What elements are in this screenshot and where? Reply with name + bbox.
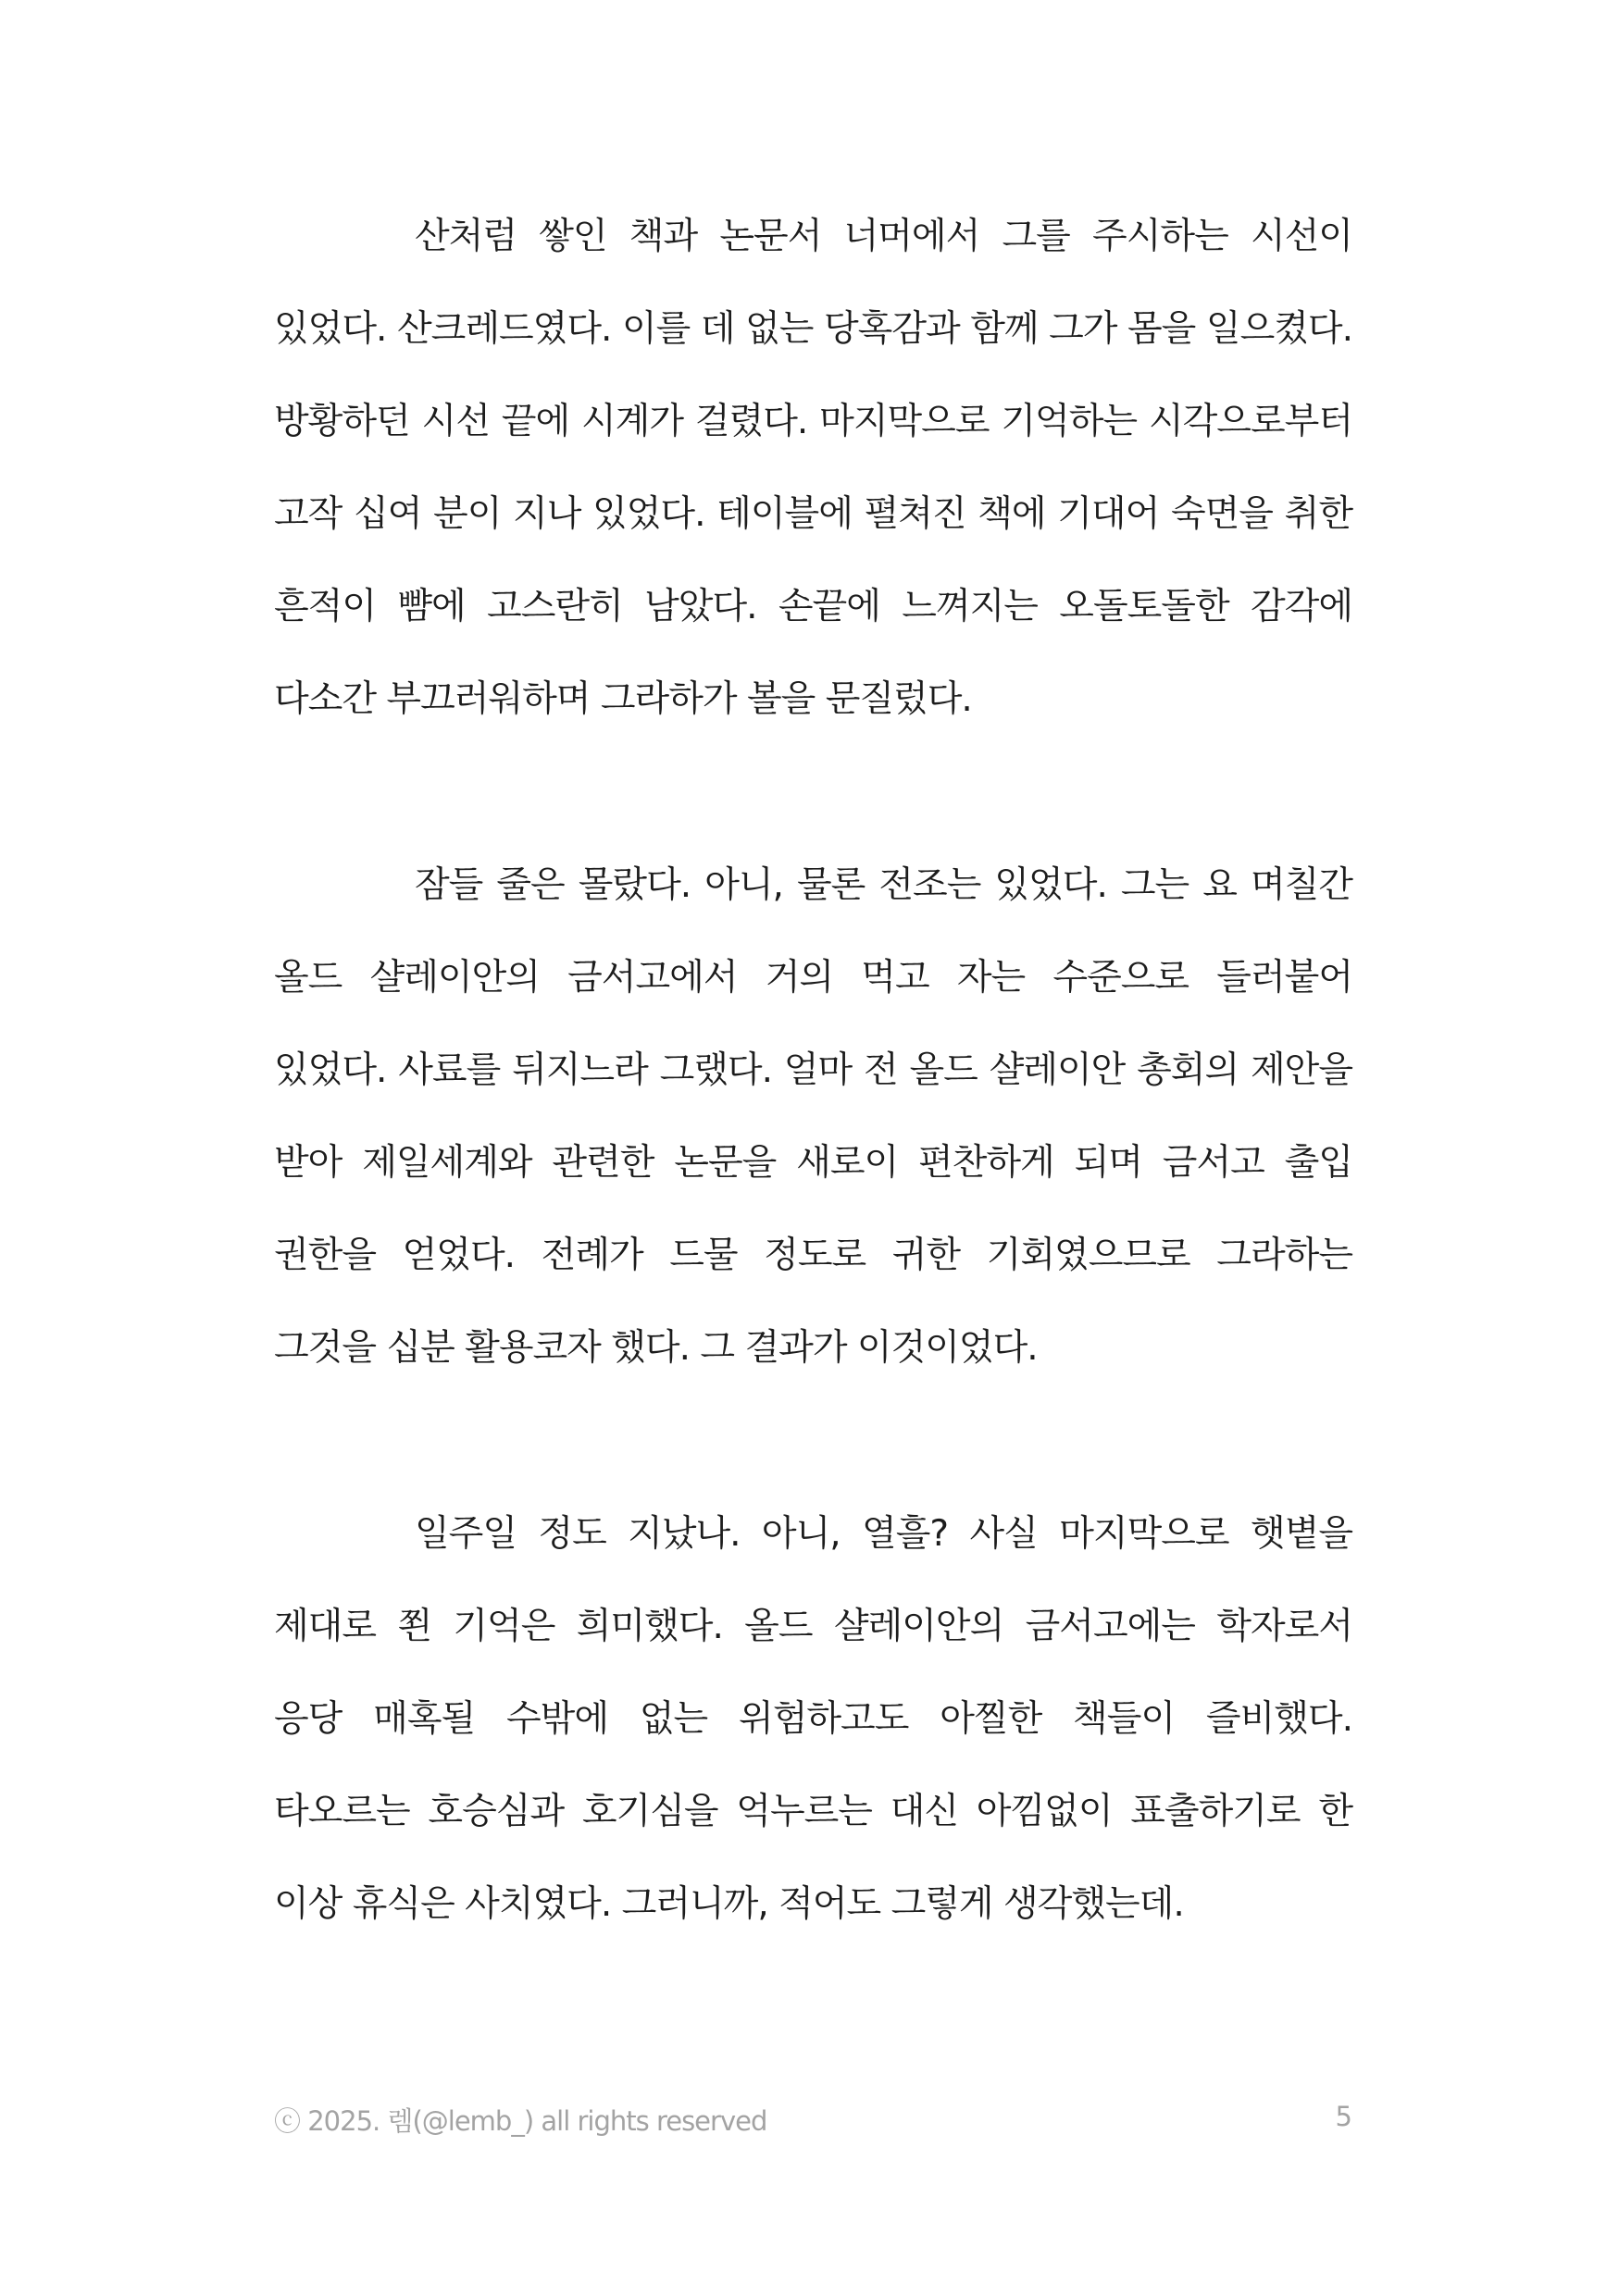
footer-copyright: ⓒ 2025. 렘(@lemb_) all rights reserved: [274, 2105, 767, 2137]
paragraph-2: 잠들 줄은 몰랐다. 아니, 물론 전조는 있었다. 그는 요 며칠간 올드 샬레이안의 금서고에서 거의 먹고 자는 수준으로 들러붙어 있었다. 사료를 뒤지느라 그랬다. 얼마 전 올드 샬레이안 총회의 제안을 받아 제일세계와 관련한 논문을 새로이 편찬하게 되며 금서고 출입 권한을 얻었다. 전례가 드물 정도로 귀한 기회였으므로 그라하는 그것을 십분 활용코자 했다. 그 결과가 이것이었다.: [274, 864, 1352, 1369]
paragraph-1: 산처럼 쌓인 책과 논문서 너머에서 그를 주시하는 시선이 있었다. 산크레드였다. 이를 데 없는 당혹감과 함께 그가 몸을 일으켰다. 방황하던 시선 끝에 시계가 걸렸다. 마지막으로 기억하는 시각으로부터 고작 십여 분이 지나 있었다. 테이블에 펼쳐진 책에 기대어 숙면을 취한 흔적이 뺨에 고스란히 남았다. 손끝에 느껴지는 오돌토돌한 감각에 다소간 부끄러워하며 그라하가 볼을 문질렀다.: [274, 216, 1352, 720]
paragraph-3: 일주일 정도 지났나. 아니, 열흘? 사실 마지막으로 햇볕을 제대로 쬔 기억은 희미했다. 올드 샬레이안의 금서고에는 학자로서 응당 매혹될 수밖에 없는 위험하고도 아찔한 책들이 즐비했다. 타오르는 호승심과 호기심을 억누르는 대신 아낌없이 표출하기로 한 이상 휴식은 사치였다. 그러니까, 적어도 그렇게 생각했는데.: [274, 1513, 1352, 1925]
body-text: [274, 191, 1352, 1951]
page-number: 5: [1335, 2101, 1352, 2132]
